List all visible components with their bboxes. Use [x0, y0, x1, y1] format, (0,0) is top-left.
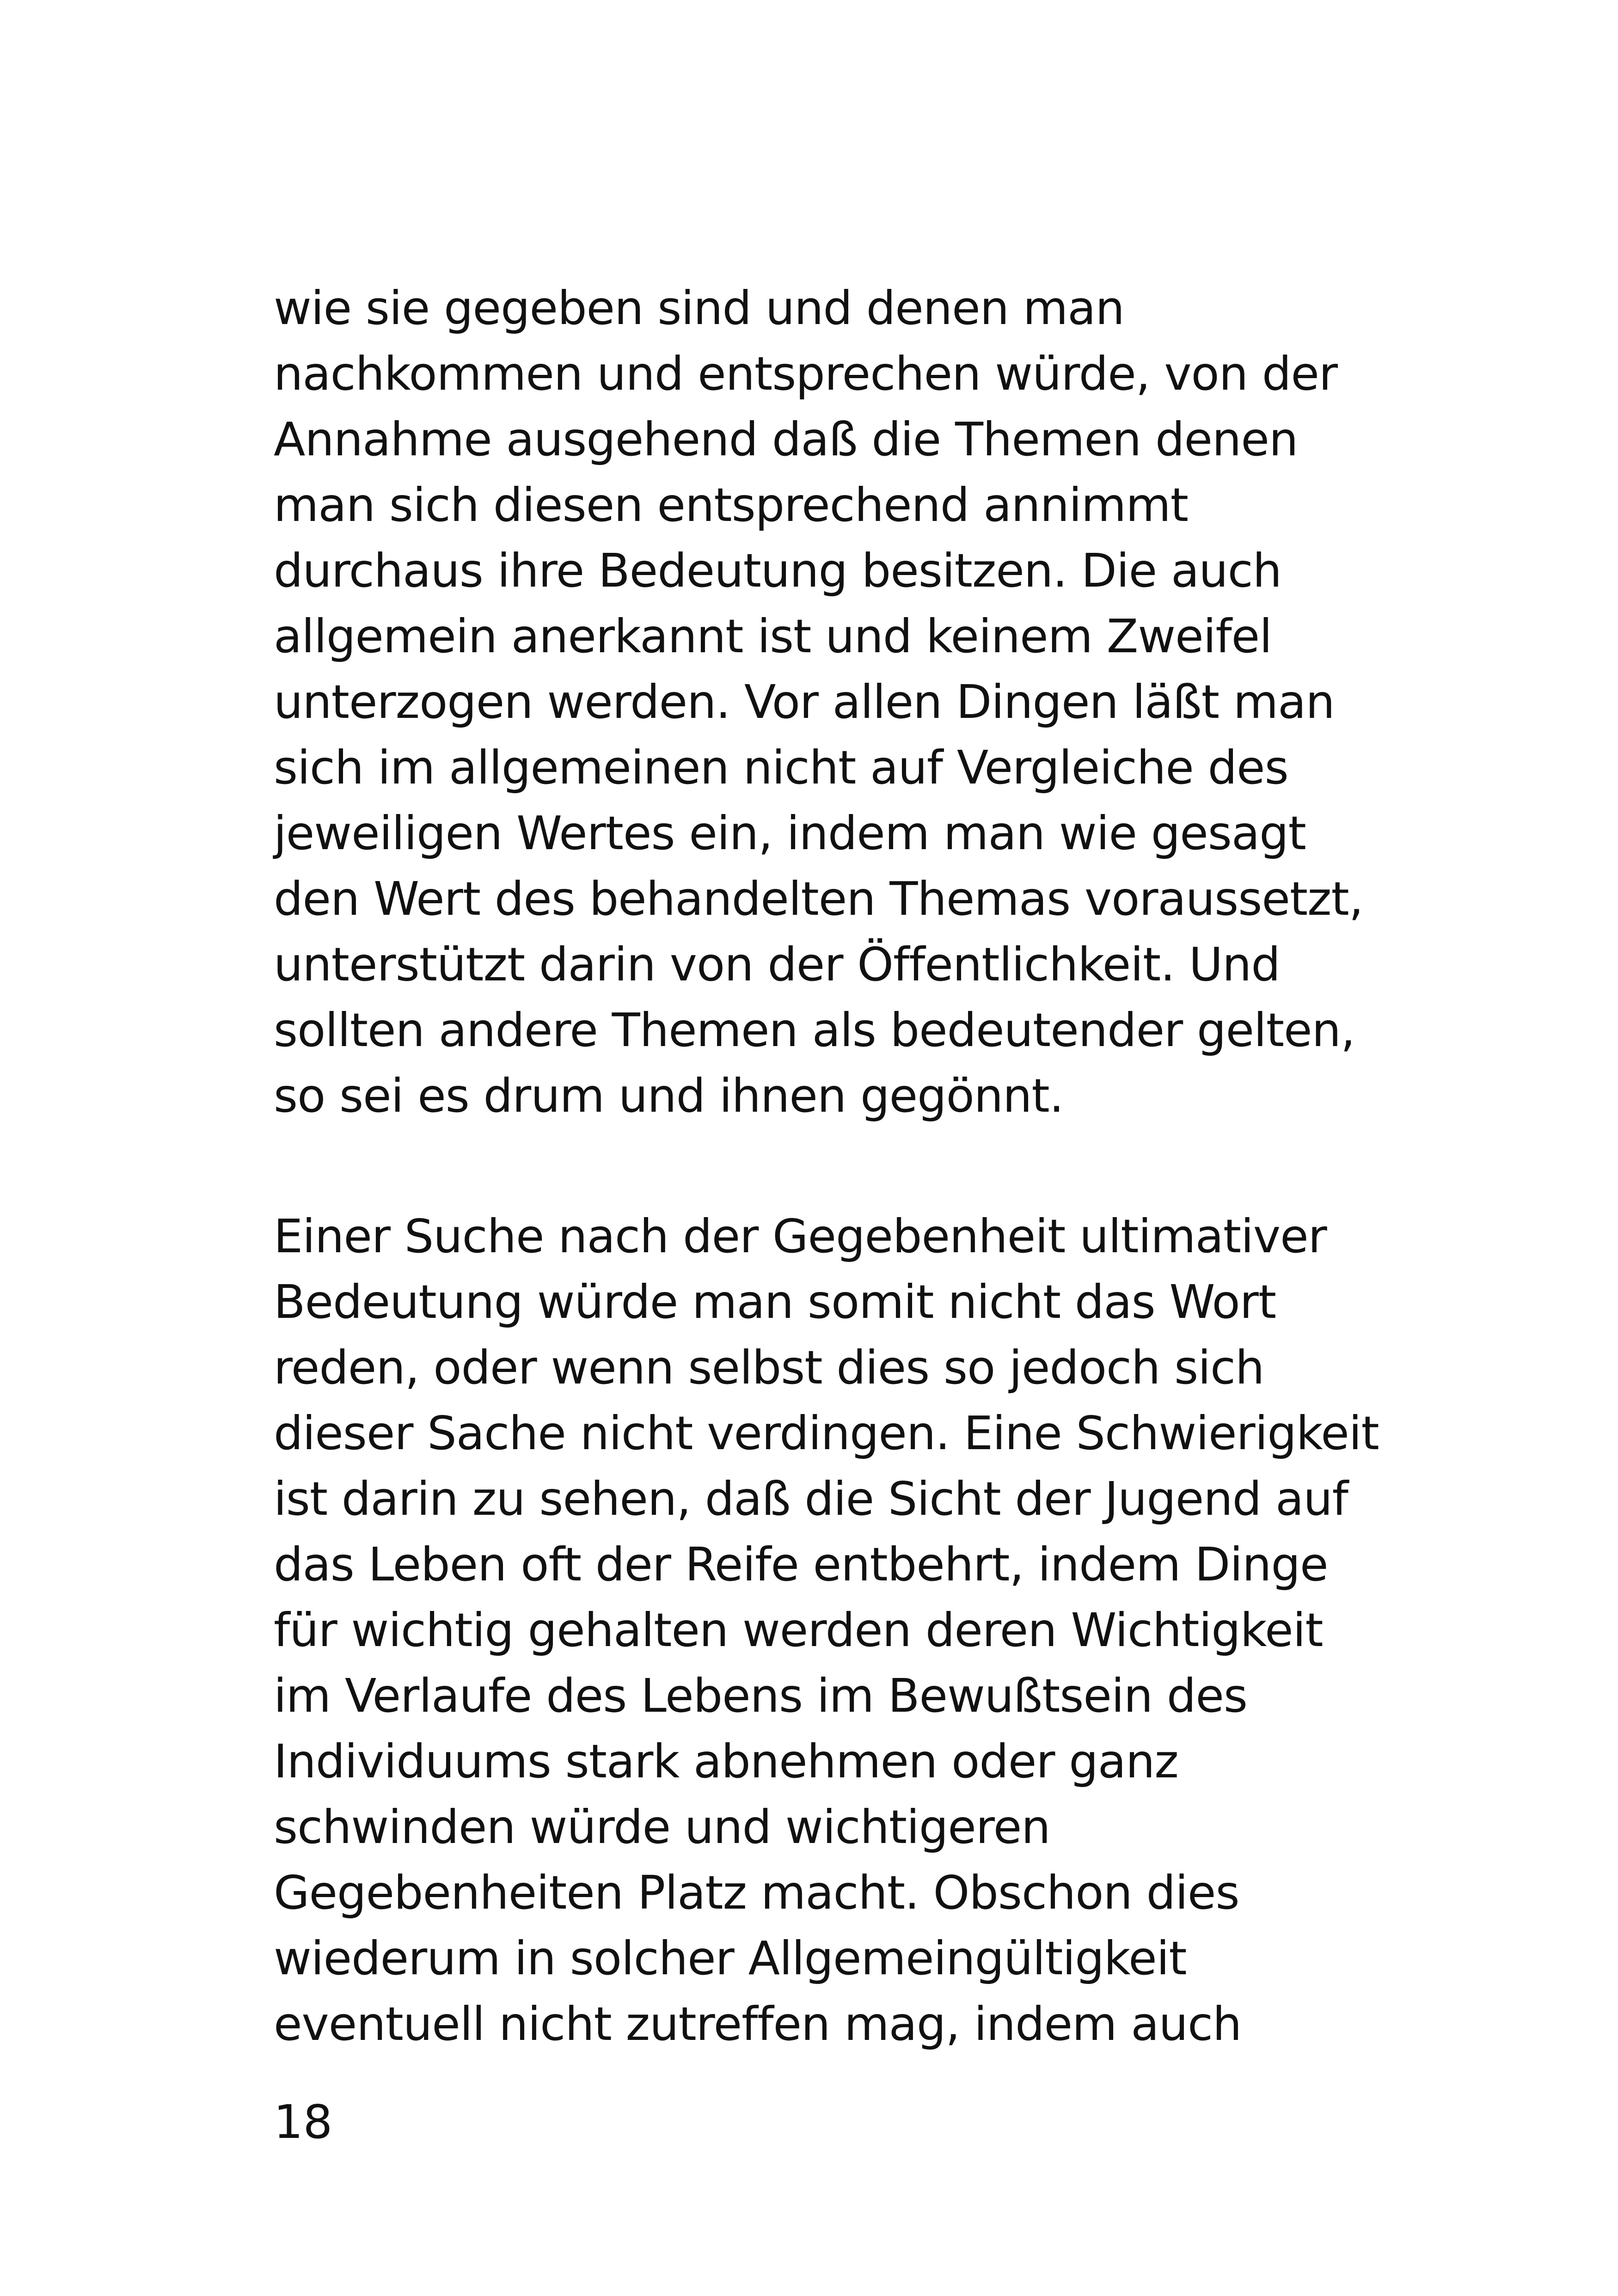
- text-line: Individuums stark abnehmen oder ganz: [274, 1734, 1178, 1788]
- text-line: im Verlaufe des Lebens im Bewußtsein des: [274, 1669, 1247, 1723]
- text-line: schwinden würde und wichtigeren: [274, 1800, 1050, 1854]
- text-line: wiederum in solcher Allgemeingültigkeit: [274, 1931, 1187, 1985]
- text-line: sollten andere Themen als bedeutender gelten,: [274, 1003, 1355, 1057]
- text-line: man sich diesen entsprechend annimmt: [274, 478, 1188, 532]
- text-line: Bedeutung würde man somit nicht das Wort: [274, 1275, 1276, 1329]
- paragraph-1: [274, 276, 1365, 1129]
- text-line: den Wert des behandelten Themas voraussetzt,: [274, 872, 1363, 926]
- text-line: das Leben oft der Reife entbehrt, indem Dinge: [274, 1537, 1328, 1592]
- text-line: Annahme ausgehend daß die Themen denen: [274, 412, 1298, 466]
- text-line: sich im allgemeinen nicht auf Vergleiche des: [274, 741, 1288, 795]
- text-line: wie sie gegeben sind und denen man: [274, 281, 1124, 335]
- text-line: reden, oder wenn selbst dies so jedoch sich: [274, 1341, 1264, 1395]
- text-line: Einer Suche nach der Gegebenheit ultimativer: [274, 1209, 1327, 1263]
- text-line: jeweiligen Wertes ein, indem man wie gesagt: [274, 806, 1306, 860]
- text-line: durchaus ihre Bedeutung besitzen. Die auch: [274, 544, 1281, 598]
- text-line: eventuell nicht zutreffen mag, indem auch: [274, 1997, 1242, 2051]
- text-line: nachkommen und entsprechen würde, von der: [274, 347, 1337, 401]
- text-line: so sei es drum und ihnen gegönnt.: [274, 1069, 1064, 1123]
- text-line: allgemein anerkannt ist und keinem Zweifel: [274, 609, 1272, 663]
- text-line: Gegebenheiten Platz macht. Obschon dies: [274, 1866, 1239, 1920]
- page-number: 18: [274, 2095, 333, 2149]
- text-line: ist darin zu sehen, daß die Sicht der Jugend auf: [274, 1472, 1348, 1526]
- text-line: unterstützt darin von der Öffentlichkeit. Und: [274, 937, 1280, 992]
- text-line: dieser Sache nicht verdingen. Eine Schwierigkeit: [274, 1406, 1379, 1460]
- text-line: für wichtig gehalten werden deren Wichtigkeit: [274, 1603, 1323, 1657]
- text-line: unterzogen werden. Vor allen Dingen läßt man: [274, 675, 1335, 729]
- paragraph-2: [274, 1204, 1379, 2057]
